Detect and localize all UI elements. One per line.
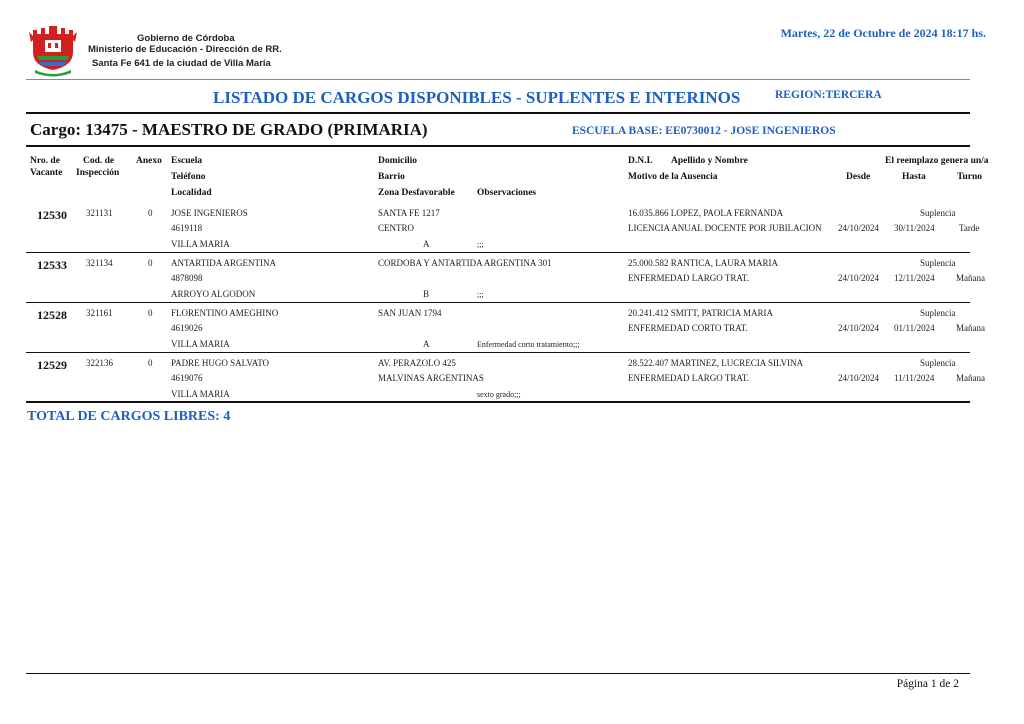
footer-divider bbox=[26, 673, 970, 674]
motivo-ausencia: ENFERMEDAD LARGO TRAT. bbox=[628, 373, 749, 383]
total-cargos-libres: TOTAL DE CARGOS LIBRES: 4 bbox=[27, 409, 231, 424]
cargo-label: Cargo: 13475 - MAESTRO DE GRADO (PRIMARIA) bbox=[30, 120, 428, 139]
col-domicilio: Domicilio bbox=[378, 156, 418, 166]
col-nro-1: Nro. de bbox=[30, 156, 60, 166]
telefono-value: 4619076 bbox=[171, 373, 203, 383]
turno-value: Mañana bbox=[956, 323, 985, 333]
tipo-reemplazo: Suplencia bbox=[920, 308, 956, 318]
escuela-name: JOSE INGENIEROS bbox=[171, 208, 248, 218]
anexo-value: 0 bbox=[148, 258, 153, 268]
ministry-address: Santa Fe 641 de la ciudad de Villa María bbox=[92, 58, 271, 69]
dni-nombre: 25.000.582 RANTICA, LAURA MARIA bbox=[628, 258, 779, 268]
col-hasta: Hasta bbox=[902, 172, 926, 182]
col-zona: Zona Desfavorable bbox=[378, 188, 455, 198]
col-cod-1: Cod. de bbox=[83, 156, 115, 166]
fecha-hasta: 11/11/2024 bbox=[894, 373, 935, 383]
observaciones-value: sexto grado;;; bbox=[477, 390, 521, 399]
col-dni: D.N.I. bbox=[628, 156, 653, 166]
vacante-number: 12530 bbox=[37, 208, 67, 222]
col-nro-2: Vacante bbox=[30, 168, 63, 178]
zona-value: B bbox=[423, 289, 430, 299]
escuela-name: ANTARTIDA ARGENTINA bbox=[171, 258, 276, 268]
col-reemplazo: El reemplazo genera un/a bbox=[885, 156, 989, 166]
turno-value: Mañana bbox=[956, 273, 985, 283]
cargo-divider bbox=[26, 145, 970, 147]
domicilio-value: SAN JUAN 1794 bbox=[378, 308, 442, 318]
tipo-reemplazo: Suplencia bbox=[920, 358, 956, 368]
fecha-hasta: 12/11/2024 bbox=[894, 273, 935, 283]
fecha-desde: 24/10/2024 bbox=[838, 273, 880, 283]
localidad-value: VILLA MARIA bbox=[171, 389, 230, 399]
telefono-value: 4619026 bbox=[171, 323, 203, 333]
anexo-value: 0 bbox=[148, 308, 153, 318]
col-apellido: Apellido y Nombre bbox=[671, 156, 748, 166]
escuela-name: FLORENTINO AMEGHINO bbox=[171, 308, 279, 318]
escuela-name: PADRE HUGO SALVATO bbox=[171, 358, 270, 368]
observaciones-value: ;;; bbox=[477, 290, 484, 299]
cod-inspeccion: 321161 bbox=[86, 308, 113, 318]
barrio-value: CENTRO bbox=[378, 223, 414, 233]
col-desde: Desde bbox=[846, 172, 871, 182]
vacante-number: 12528 bbox=[37, 308, 67, 322]
col-observaciones: Observaciones bbox=[477, 188, 537, 198]
col-turno: Turno bbox=[957, 172, 982, 182]
telefono-value: 4619118 bbox=[171, 223, 203, 233]
motivo-ausencia: LICENCIA ANUAL DOCENTE POR JUBILACION bbox=[628, 223, 822, 233]
col-barrio: Barrio bbox=[378, 172, 405, 182]
fecha-desde: 24/10/2024 bbox=[838, 323, 880, 333]
cordoba-coat-of-arms-logo bbox=[27, 22, 79, 78]
domicilio-value: CORDOBA Y ANTARTIDA ARGENTINA 301 bbox=[378, 258, 552, 268]
table-row bbox=[0, 253, 1024, 303]
fecha-desde: 24/10/2024 bbox=[838, 223, 880, 233]
localidad-value: VILLA MARIA bbox=[171, 239, 230, 249]
page-number: Página 1 de 2 bbox=[896, 678, 959, 690]
col-telefono: Teléfono bbox=[171, 172, 206, 182]
col-cod-2: Inspección bbox=[76, 168, 120, 178]
motivo-ausencia: ENFERMEDAD LARGO TRAT. bbox=[628, 273, 749, 283]
observaciones-value: Enfermedad corto tratamiento;;; bbox=[477, 340, 580, 349]
turno-value: Tarde bbox=[959, 223, 980, 233]
domicilio-value: SANTA FE 1217 bbox=[378, 208, 440, 218]
barrio-value: MALVINAS ARGENTINAS bbox=[378, 373, 484, 383]
escuela-base-label: ESCUELA BASE: EE0730012 - JOSE INGENIEROS bbox=[572, 125, 836, 137]
anexo-value: 0 bbox=[148, 208, 153, 218]
ministry-name: Ministerio de Educación - Dirección de RR. bbox=[88, 44, 282, 55]
col-anexo: Anexo bbox=[136, 156, 162, 166]
col-localidad: Localidad bbox=[171, 188, 212, 198]
motivo-ausencia: ENFERMEDAD CORTO TRAT. bbox=[628, 323, 748, 333]
table-row bbox=[0, 303, 1024, 353]
anexo-value: 0 bbox=[148, 358, 153, 368]
dni-nombre: 20.241.412 SMITT, PATRICIA MARIA bbox=[628, 308, 774, 318]
table-row bbox=[0, 203, 1024, 253]
fecha-hasta: 30/11/2024 bbox=[894, 223, 935, 233]
tipo-reemplazo: Suplencia bbox=[920, 208, 956, 218]
region-label: REGION:TERCERA bbox=[775, 89, 882, 101]
report-datetime: Martes, 22 de Octubre de 2024 18:17 hs. bbox=[780, 26, 986, 40]
title-divider bbox=[26, 112, 970, 114]
observaciones-value: ;;; bbox=[477, 240, 484, 249]
vacante-number: 12529 bbox=[37, 358, 67, 372]
fecha-desde: 24/10/2024 bbox=[838, 373, 880, 383]
localidad-value: VILLA MARIA bbox=[171, 339, 230, 349]
page-title: LISTADO DE CARGOS DISPONIBLES - SUPLENTES E INTERINOS bbox=[213, 88, 741, 107]
vacante-number: 12533 bbox=[37, 258, 67, 272]
zona-value: A bbox=[423, 239, 430, 249]
turno-value: Mañana bbox=[956, 373, 985, 383]
col-motivo: Motivo de la Ausencia bbox=[628, 172, 718, 182]
dni-nombre: 16.035.866 LOPEZ, PAOLA FERNANDA bbox=[628, 208, 784, 218]
telefono-value: 4878098 bbox=[171, 273, 203, 283]
domicilio-value: AV. PERAZOLO 425 bbox=[378, 358, 456, 368]
table-row bbox=[0, 353, 1024, 403]
table-bottom-divider bbox=[26, 401, 970, 403]
fecha-hasta: 01/11/2024 bbox=[894, 323, 935, 333]
cod-inspeccion: 321134 bbox=[86, 258, 113, 268]
zona-value: A bbox=[423, 339, 430, 349]
localidad-value: ARROYO ALGODON bbox=[171, 289, 256, 299]
header-divider bbox=[26, 79, 970, 80]
tipo-reemplazo: Suplencia bbox=[920, 258, 956, 268]
cod-inspeccion: 322136 bbox=[86, 358, 113, 368]
dni-nombre: 28.522.407 MARTINEZ, LUCRECIA SILVINA bbox=[628, 358, 804, 368]
government-name: Gobierno de Córdoba bbox=[137, 33, 235, 44]
cod-inspeccion: 321131 bbox=[86, 208, 113, 218]
col-escuela: Escuela bbox=[171, 156, 203, 166]
